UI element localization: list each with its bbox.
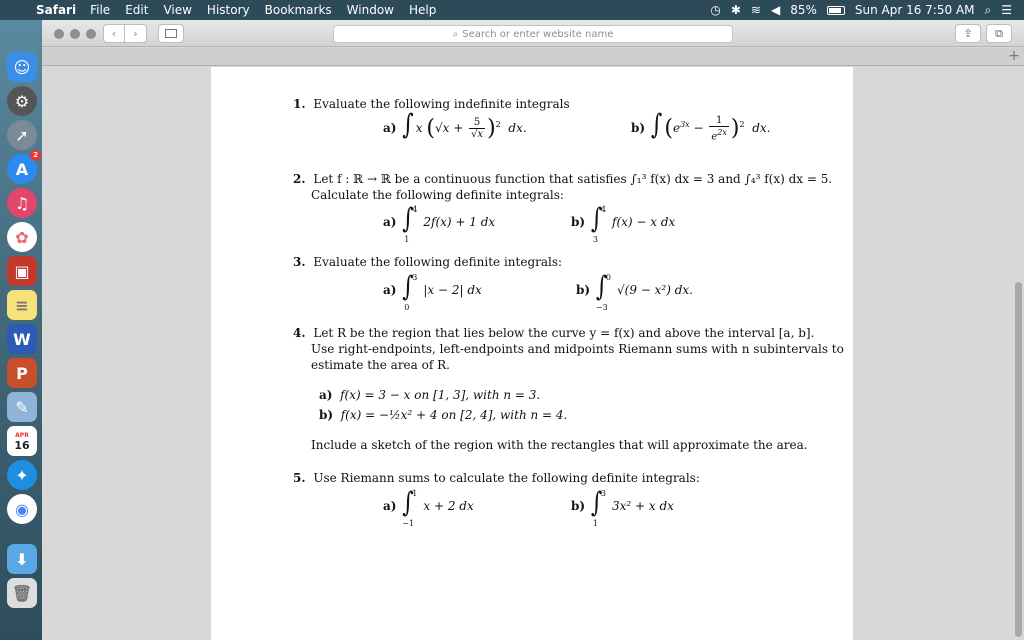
photos-icon[interactable]: ✿ [7, 222, 37, 252]
q1a-label: a) [383, 121, 397, 135]
history-nav [103, 24, 147, 43]
q1-part-b: b) $\int(e^{3x}$ − $\frac{1}{e^{2x}}$ )$^2$ dx. [631, 109, 771, 143]
word-icon[interactable]: W [7, 324, 37, 354]
q2-part-b: b) ∫ 4 3 f(x) − x dx [571, 203, 676, 244]
q2b-label: b) [571, 215, 586, 229]
app-store-badge: 2 [30, 150, 41, 161]
photo-booth-icon[interactable]: ▣ [7, 256, 37, 286]
q5b-lower: 1 [592, 519, 598, 528]
close-window-button[interactable] [54, 29, 64, 39]
launchpad-icon[interactable]: ⚙ [7, 86, 37, 116]
q1a-differential: dx. [508, 121, 527, 135]
web-content [42, 67, 1024, 640]
q1b-label: b) [631, 121, 646, 135]
battery-icon[interactable] [827, 6, 845, 15]
q3b-upper: 0 [605, 273, 611, 282]
powerpoint-icon[interactable]: P [7, 358, 37, 388]
q2-text-2: Calculate the following definite integrals: [311, 188, 564, 202]
q5-part-a: a) ∫ 1 −1 x + 2 dx [383, 487, 474, 528]
q4-part-b [319, 407, 567, 423]
volume-icon[interactable]: ◀ [770, 3, 781, 17]
q3b-lower: −3 [595, 303, 608, 312]
q3-part-b: b) ∫ 0 −3 √(9 − x²) dx. [576, 271, 693, 312]
q4-text-2: Use right-endpoints, left-endpoints and midpoints Riemann sums with n subintervals to [311, 342, 844, 356]
q1b-differential: dx. [752, 121, 771, 135]
downloads-folder-icon[interactable]: ⬇ [7, 544, 37, 574]
q1-heading [293, 97, 570, 111]
q5-number: 5. [293, 471, 306, 485]
q2-part-a: a) ∫ 4 1 2f(x) + 1 dx [383, 203, 496, 244]
q2a-expression: 2f(x) + 1 dx [423, 215, 496, 229]
q1-part-a: a) ∫ x (√x + $\frac{5}{√x}$ )$^2$ dx. [383, 109, 527, 142]
rocket-icon[interactable]: ➚ [7, 120, 37, 150]
q4b-expression: f(x) = −½x² + 4 on [2, 4], with n = 4. [340, 408, 568, 422]
forward-button[interactable]: › [125, 24, 147, 43]
sidebar-toggle-button[interactable] [158, 24, 184, 43]
q2b-expression: f(x) − x dx [612, 215, 676, 229]
spotlight-icon[interactable]: ⌕ [984, 2, 992, 17]
q5-part-b: b) ∫ 3 1 3x² + x dx [571, 487, 674, 528]
q4a-expression: f(x) = 3 − x on [1, 3], with n = 3. [340, 388, 541, 402]
minimize-window-button[interactable] [70, 29, 80, 39]
back-button[interactable]: ‹ [103, 24, 125, 43]
tab-bar [42, 48, 1024, 66]
calendar-icon[interactable] [7, 426, 37, 456]
q3a-expression: |x − 2| dx [423, 283, 482, 297]
q5a-lower: −1 [402, 519, 415, 528]
dock [0, 20, 42, 640]
bluetooth-icon[interactable]: ✱ [730, 3, 741, 17]
menu-history[interactable]: History [206, 3, 250, 17]
q3a-lower: 0 [404, 303, 410, 312]
q4-part-a [319, 387, 540, 403]
q4-note: Include a sketch of the region with the rectangles that will approximate the area. [311, 438, 808, 452]
q5-text: Use Riemann sums to calculate the following definite integrals: [313, 471, 700, 485]
q1a-numerator: 5 [469, 117, 485, 129]
safari-icon[interactable]: ✦ [7, 460, 37, 490]
menu-view[interactable]: View [163, 3, 192, 17]
new-tab-button[interactable]: + [1008, 48, 1020, 64]
q5b-upper: 3 [600, 489, 606, 498]
notification-center-icon[interactable]: ☰ [1001, 3, 1012, 17]
finder-icon[interactable]: ☺ [7, 52, 37, 82]
trash-icon[interactable]: 🗑 [7, 578, 37, 608]
q2-line1 [293, 171, 832, 187]
menu-bookmarks[interactable]: Bookmarks [264, 3, 332, 17]
q1b-numerator: 1 [709, 115, 729, 127]
menu-help[interactable]: Help [409, 3, 437, 17]
safari-window [42, 20, 1024, 640]
calendar-day: 16 [14, 439, 30, 452]
q5b-expression: 3x² + x dx [612, 499, 674, 513]
q3-heading [293, 255, 562, 269]
search-icon: ⌕ [452, 28, 459, 40]
window-controls [54, 29, 96, 39]
q5b-label: b) [571, 499, 586, 513]
document-page [211, 67, 853, 640]
share-button[interactable]: ⇪ [955, 24, 981, 43]
menu-edit[interactable]: Edit [125, 3, 149, 17]
q2-number: 2. [293, 172, 306, 186]
q5a-upper: 1 [412, 489, 418, 498]
q2a-lower: 1 [404, 235, 410, 244]
menu-file[interactable]: File [90, 3, 111, 17]
q3a-upper: 3 [412, 273, 418, 282]
zoom-window-button[interactable] [86, 29, 96, 39]
q3b-expression: √(9 − x²) dx. [617, 283, 693, 297]
q5-heading [293, 471, 700, 485]
clock[interactable]: Sun Apr 16 7:50 AM [854, 3, 975, 17]
q1-text: Evaluate the following indefinite integrals [313, 97, 570, 111]
q4-text-1: Let R be the region that lies below the curve y = f(x) and above the interval [a, b]. [313, 326, 815, 340]
q1-number: 1. [293, 97, 306, 111]
menu-window[interactable]: Window [346, 3, 394, 17]
q4-line1 [293, 325, 814, 341]
q2-text-1: Let f : ℝ → ℝ be a continuous function that satisfies ∫₁³ f(x) dx = 3 and ∫₄³ f(x) dx = 5. [313, 172, 833, 186]
q2a-label: a) [383, 215, 397, 229]
q3-text: Evaluate the following definite integrals: [313, 255, 563, 269]
q4a-label: a) [319, 388, 333, 402]
wifi-icon[interactable]: ≋ [750, 3, 761, 17]
toolbar [42, 20, 1024, 47]
vertical-scrollbar[interactable] [1015, 282, 1022, 637]
calendar-month: APR [15, 432, 29, 439]
q4-text-3: estimate the area of R. [311, 358, 450, 372]
time-machine-icon[interactable]: ◷ [710, 3, 721, 17]
menu-app-name[interactable]: Safari [36, 3, 77, 17]
q5a-expression: x + 2 dx [423, 499, 474, 513]
q5a-label: a) [383, 499, 397, 513]
tab-overview-button[interactable]: ⧉ [986, 24, 1012, 43]
q4b-label: b) [319, 408, 334, 422]
q2a-upper: 4 [412, 205, 418, 214]
battery-percent[interactable]: 85% [790, 3, 817, 17]
q3a-label: a) [383, 283, 397, 297]
q3-part-a: a) ∫ 3 0 |x − 2| dx [383, 271, 482, 312]
q2b-lower: 3 [592, 235, 598, 244]
q2b-upper: 4 [600, 205, 606, 214]
notes-icon[interactable]: ≡ [7, 290, 37, 320]
itunes-icon[interactable]: ♫ [7, 188, 37, 218]
address-bar[interactable] [333, 25, 733, 43]
address-placeholder: Search or enter website name [462, 28, 614, 40]
q3-number: 3. [293, 255, 306, 269]
app-store-icon[interactable]: A 2 [7, 154, 37, 184]
preview-icon[interactable]: ✎ [7, 392, 37, 422]
sidebar-icon [165, 29, 177, 38]
q3b-label: b) [576, 283, 591, 297]
menu-bar [0, 0, 1024, 20]
chrome-icon[interactable]: ◉ [7, 494, 37, 524]
q4-number: 4. [293, 326, 306, 340]
